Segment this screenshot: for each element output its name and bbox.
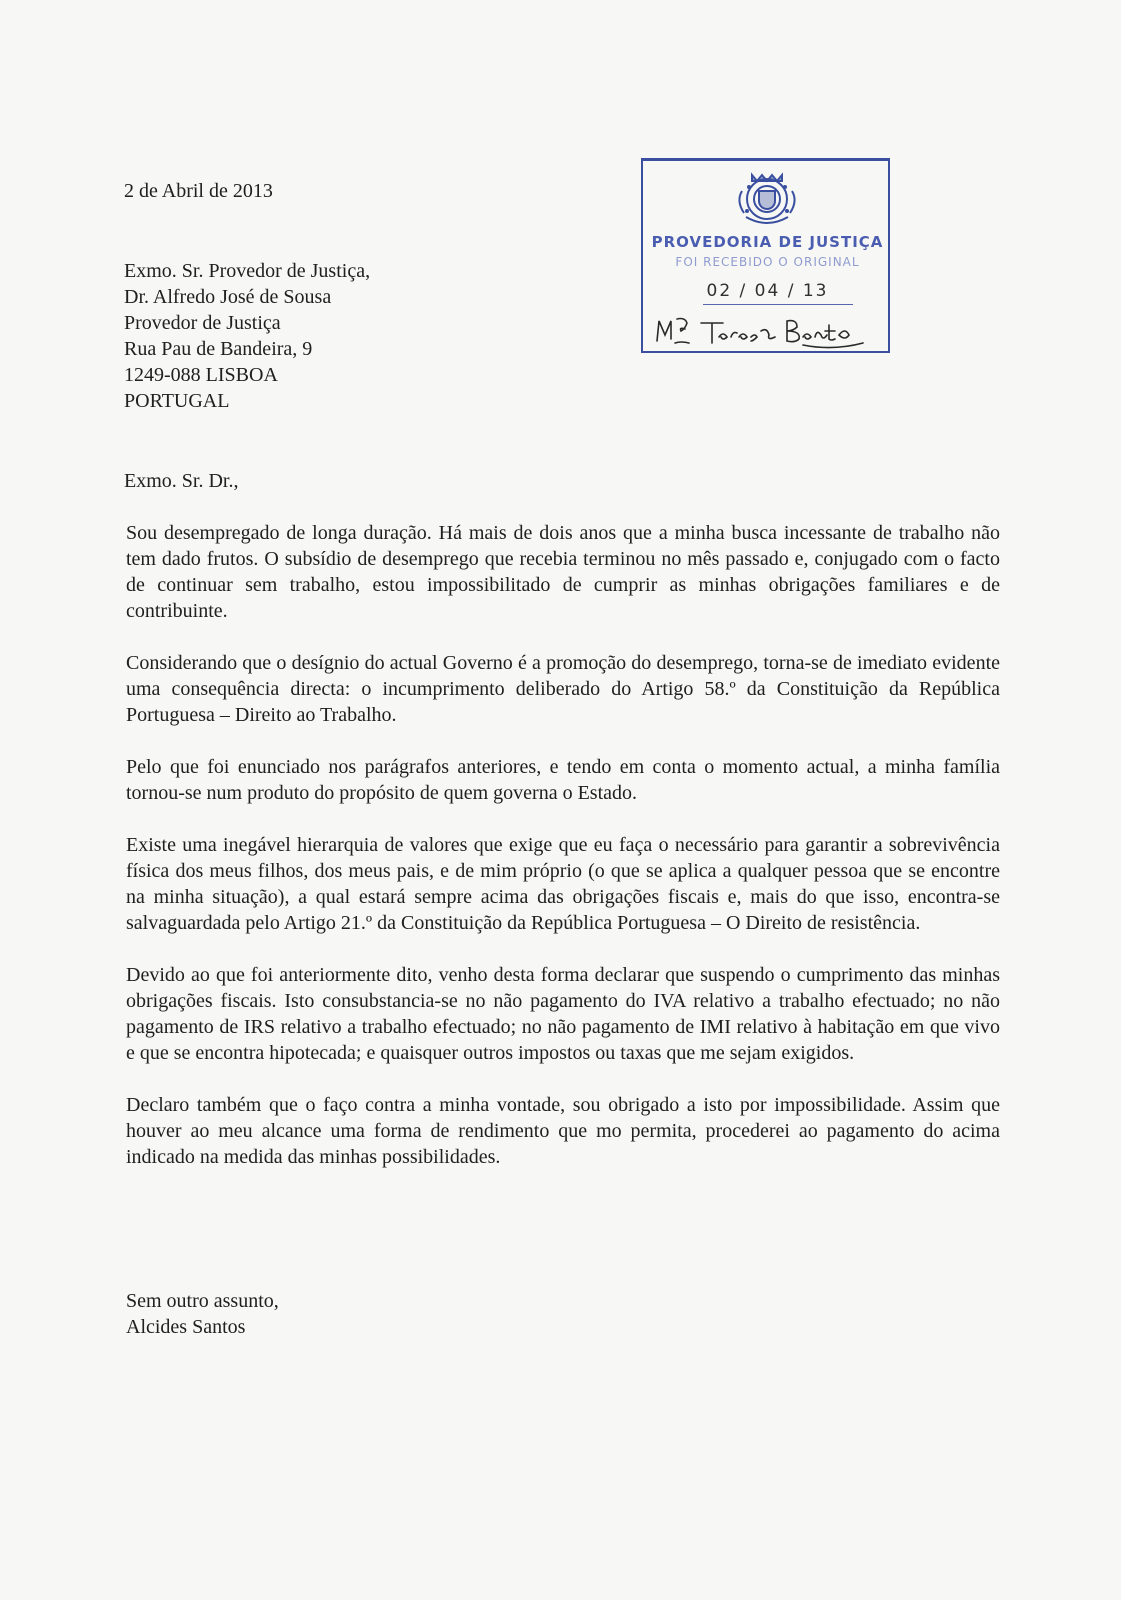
recipient-address <box>124 258 370 414</box>
address-line: 1249-088 LISBOA <box>124 364 278 386</box>
body-paragraph: Considerando que o desígnio do actual Governo é a promoção do desemprego, torna-se de imediato evidente uma consequência directa: o incumprimento deliberado do Artigo 58.º da Constituição da República Portuguesa – Direito ao Trabalho. <box>126 652 1000 726</box>
letter-date: 2 de Abril de 2013 <box>124 180 273 202</box>
address-line: PORTUGAL <box>124 390 230 412</box>
address-line: Dr. Alfredo José de Sousa <box>124 286 332 308</box>
closing-phrase: Sem outro assunto, <box>126 1290 279 1312</box>
letter-body <box>126 520 1000 1196</box>
body-paragraph: Pelo que foi enunciado nos parágrafos anteriores, e tendo em conta o momento actual, a minha família tornou-se num produto do propósito de quem governa o Estado. <box>126 756 1000 804</box>
stamp-subtitle: FOI RECEBIDO O ORIGINAL <box>675 255 860 269</box>
stamp-title: PROVEDORIA DE JUSTIÇA <box>651 233 884 251</box>
body-paragraph: Sou desempregado de longa duração. Há mais de dois anos que a minha busca incessante de trabalho não tem dado frutos. O subsídio de desemprego que recebia terminou no mês passado e, conjugado com o facto de continuar sem trabalho, estou impossibilitado de cumprir as minhas obrigações familiares e de contribuinte. <box>126 522 1000 622</box>
address-line: Exmo. Sr. Provedor de Justiça, <box>124 260 371 282</box>
stamp-handwritten-signature <box>653 311 883 351</box>
stamp-date: 02 / 04 / 13 <box>706 281 829 301</box>
address-line: Provedor de Justiça <box>124 312 281 334</box>
letter-closing <box>126 1288 279 1340</box>
address-line: Rua Pau de Bandeira, 9 <box>124 338 313 360</box>
stamp-date-underline <box>703 304 853 305</box>
body-paragraph: Devido ao que foi anteriormente dito, venho desta forma declarar que suspendo o cumprimento das minhas obrigações fiscais. Isto consubstancia-se no não pagamento do IVA relativo a trabalho efectuado; no não pagamento de IRS relativo a trabalho efectuado; no não pagamento de IMI relativo à habitação em que vivo e que se encontra hipotecada; e quaisquer outros impostos ou taxas que me sejam exigidos. <box>126 964 1000 1064</box>
letter-greeting: Exmo. Sr. Dr., <box>124 470 239 492</box>
coat-of-arms-icon <box>732 167 802 227</box>
sender-name: Alcides Santos <box>126 1316 246 1338</box>
body-paragraph: Declaro também que o faço contra a minha vontade, sou obrigado a isto por impossibilidade. Assim que houver ao meu alcance uma forma de rendimento que mo permita, procederei ao pagamento do acima indicado na medida das minhas possibilidades. <box>126 1094 1000 1168</box>
reception-stamp <box>641 158 890 353</box>
body-paragraph: Existe uma inegável hierarquia de valores que exige que eu faça o necessário para garantir a sobrevivência física dos meus filhos, dos meus pais, e de mim próprio (o que se aplica a qualquer pessoa que se encontre na minha situação), a qual estará sempre acima das obrigações fiscais e, mais do que isso, encontra-se salvaguardada pelo Artigo 21.º da Constituição da República Portuguesa – O Direito de resistência. <box>126 834 1000 934</box>
